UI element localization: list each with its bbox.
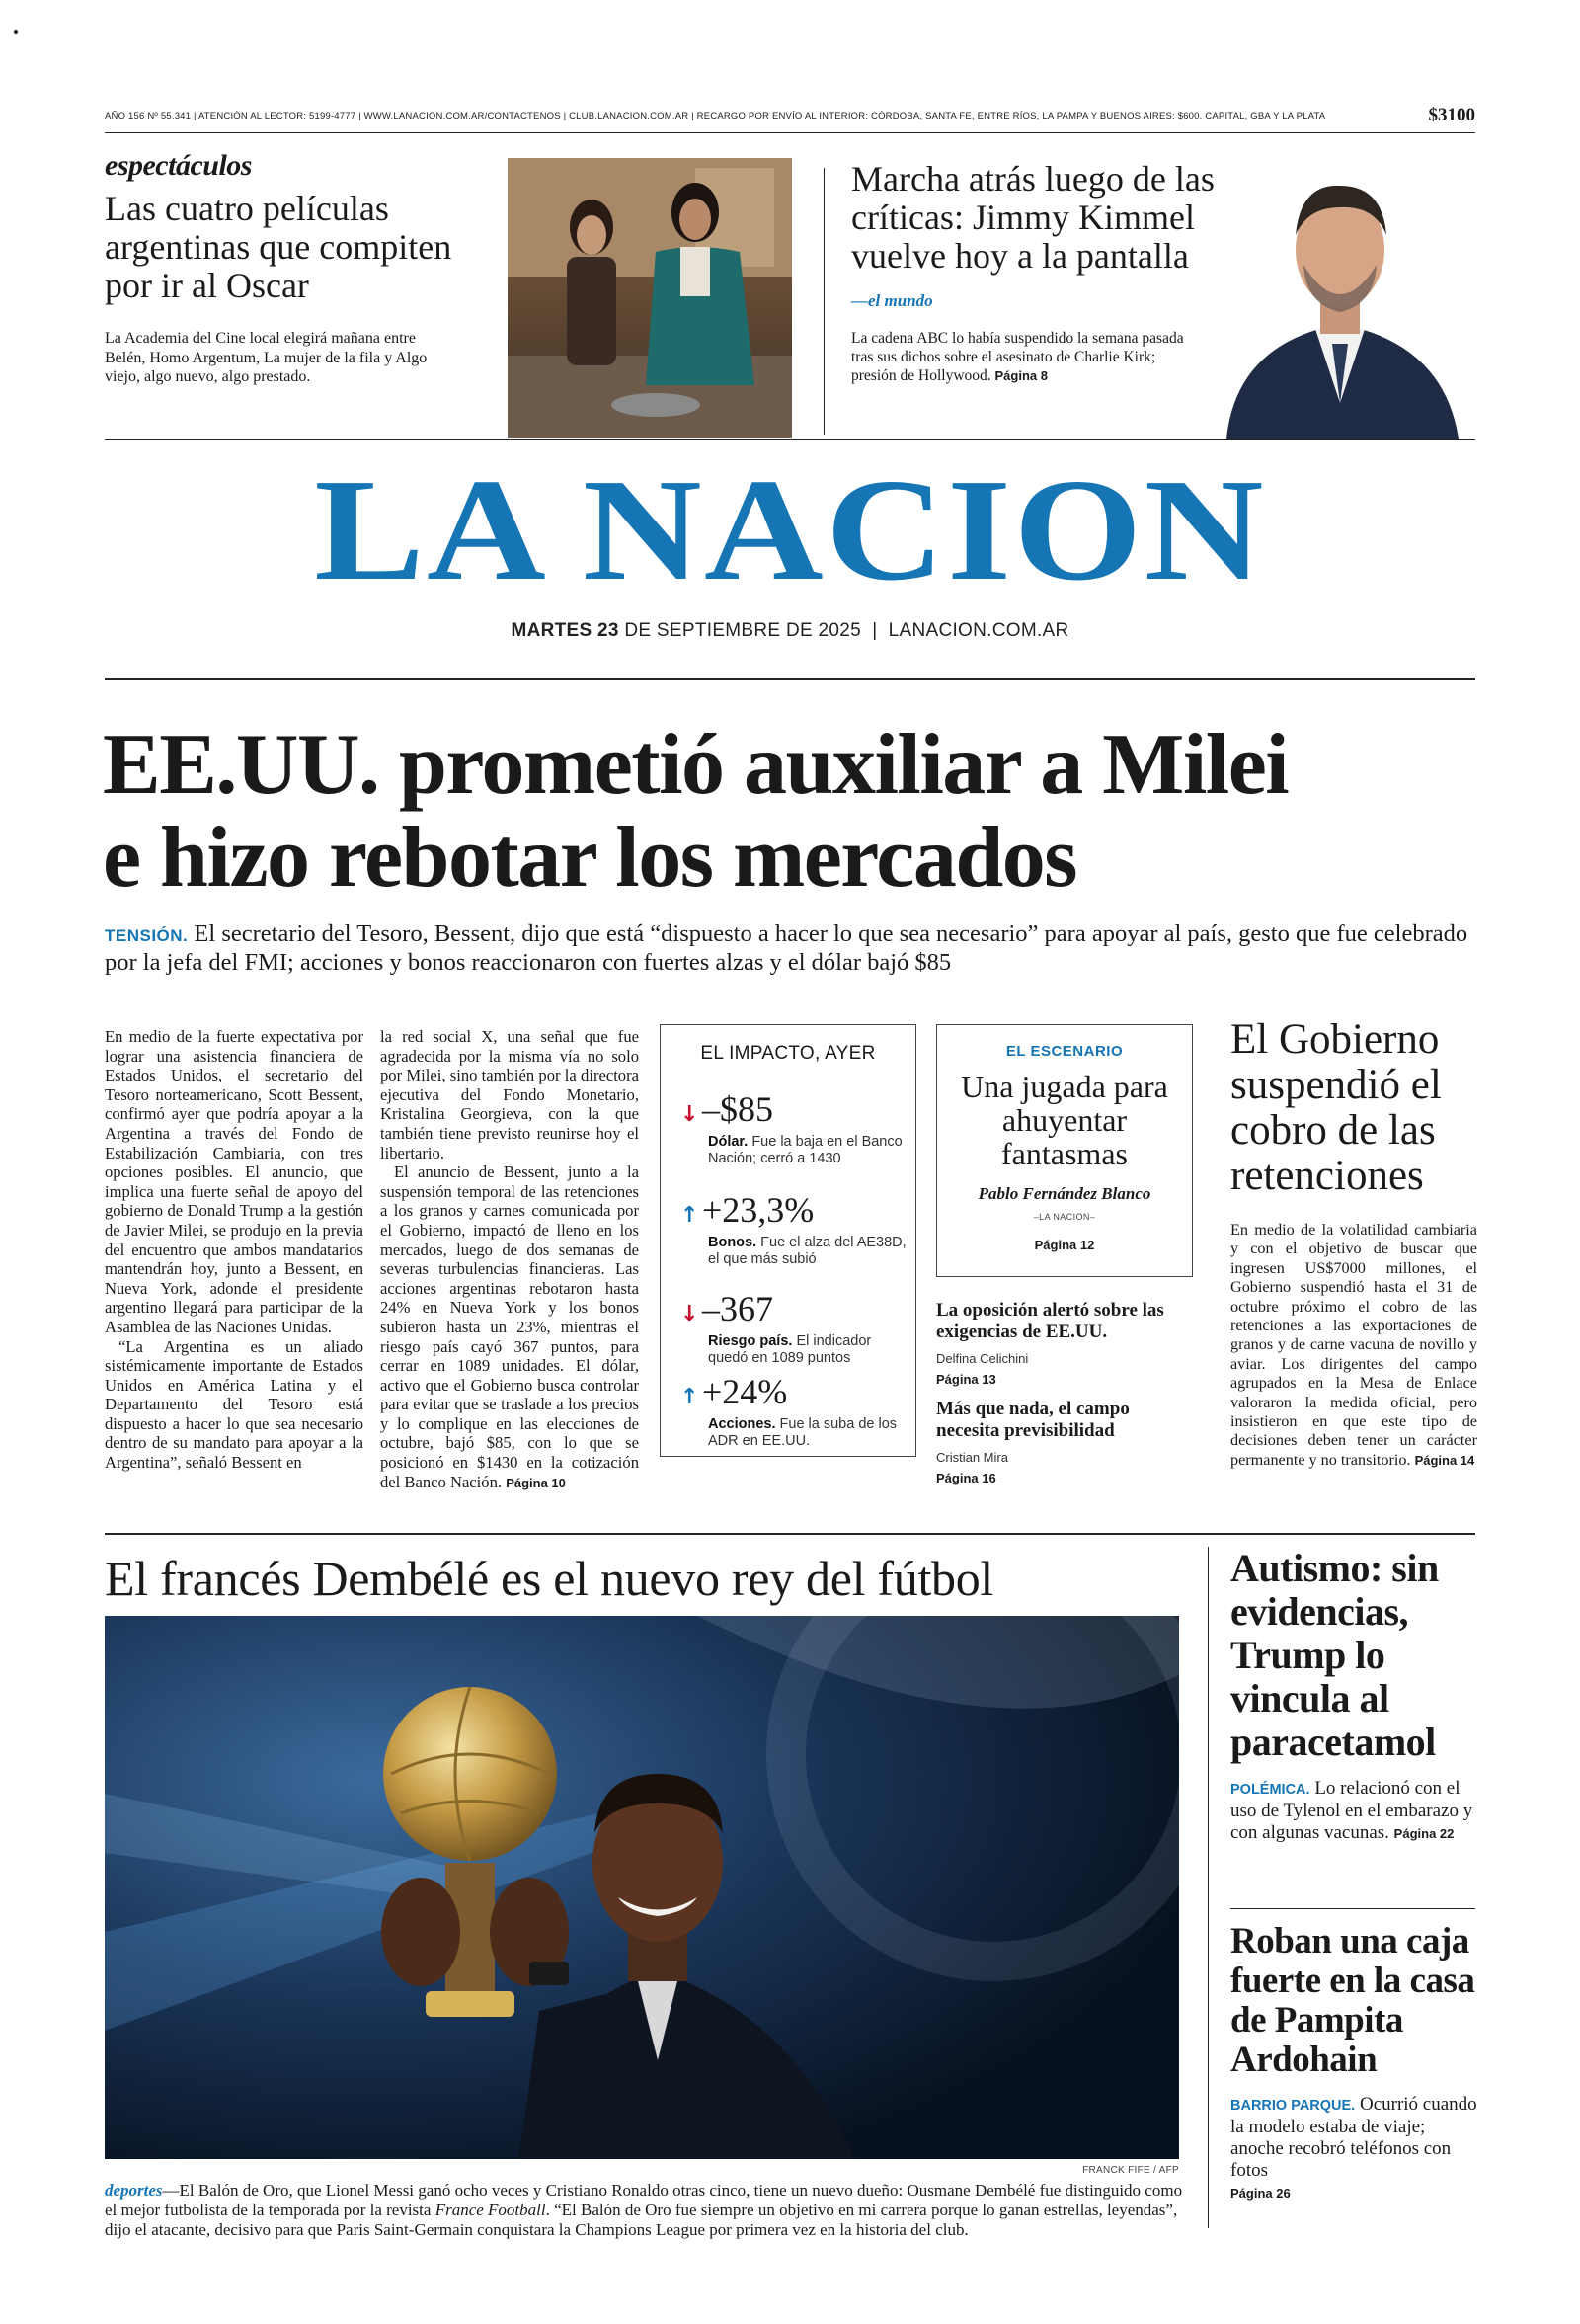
edition-info-bar: AÑO 156 Nº 55.341 | ATENCIÓN AL LECTOR: 5199-4777 | WWW.LANACION.COM.AR/CONTACTENOS | CLUB.LANACION.COM.AR | RECARGO POR ENVÍO AL INTERIOR: CÓRDOBA, SANTA FE, ENTRE RÍOS, LA PAMPA Y BUENOS AIRES: $600. CAPITAL, GBA Y LA PLATA bbox=[105, 111, 1326, 121]
section-rule bbox=[105, 1533, 1475, 1535]
autismo-body: Lo relacionó con el uso de Tylenol en el embarazo y con algunas vacunas. bbox=[1230, 1778, 1473, 1843]
kimmel-illustration bbox=[1217, 156, 1463, 439]
corner-mark bbox=[14, 30, 18, 34]
dembele-illustration bbox=[105, 1616, 1179, 2159]
lead-summary-text: El secretario del Tesoro, Bessent, dijo que está “dispuesto a hacer lo que sea necesario” para apoyar al país, gesto que fue celebrado por la jefa del FMI; acciones y bonos reaccionaron con fuertes alzas y el dólar bajó $85 bbox=[105, 921, 1468, 976]
retenciones-headline[interactable]: El Gobierno suspendió el cobro de las retenciones bbox=[1230, 1016, 1442, 1199]
caption-text-b: . “El Balón de Oro fue siempre un objetivo en mi carrera porque lo ganan estrellas, leyendas”, dijo el atacante, decisivo para que Paris Saint-Germain conquistara la Champions League por primera vez en la historia del club. bbox=[105, 2201, 1178, 2239]
page-reference[interactable]: Página 10 bbox=[506, 1475, 566, 1490]
pampita-body-wrap bbox=[1230, 2094, 1477, 2182]
side-story-oposicion[interactable] bbox=[936, 1300, 1195, 1387]
page-reference[interactable]: Página 14 bbox=[1414, 1452, 1475, 1468]
date-separator: | bbox=[872, 620, 878, 641]
film-scene-illustration bbox=[508, 158, 792, 438]
section-label: —el mundo bbox=[851, 291, 933, 310]
autismo-story[interactable] bbox=[1230, 1547, 1477, 1845]
lead-summary bbox=[105, 921, 1477, 976]
pampita-kicker: BARRIO PARQUE. bbox=[1230, 2098, 1356, 2114]
date-day: MARTES 23 bbox=[511, 620, 619, 641]
autismo-body-wrap bbox=[1230, 1778, 1477, 1845]
date-rest: DE SEPTIEMBRE DE 2025 bbox=[618, 620, 862, 641]
lead-body-col1 bbox=[105, 1027, 363, 1473]
impact-value: +24% bbox=[702, 1372, 788, 1411]
kimmel-photo bbox=[1217, 156, 1463, 439]
impact-label: Acciones. bbox=[708, 1416, 776, 1432]
impact-item-acciones bbox=[680, 1373, 908, 1450]
top-rule bbox=[105, 132, 1475, 133]
page-reference[interactable]: Página 13 bbox=[936, 1372, 996, 1387]
right-column-divider bbox=[1208, 1547, 1209, 2228]
teaser-kimmel[interactable] bbox=[851, 160, 1246, 385]
dembele-caption bbox=[105, 2181, 1183, 2240]
dembele-photo bbox=[105, 1616, 1179, 2159]
arrow-down-icon: ↓ bbox=[680, 1102, 699, 1127]
page-reference[interactable]: Página 22 bbox=[1393, 1826, 1455, 1841]
impact-value: +23,3% bbox=[702, 1190, 815, 1230]
masthead-dateline bbox=[296, 620, 1284, 642]
pampita-headline[interactable]: Roban una caja fuerte en la casa de Pampita Ardohain bbox=[1230, 1921, 1475, 2080]
lead-paragraph-1: En medio de la fuerte expectativa por lograr una asistencia financiera de Estados Unidos, el secretario del Tesoro norteamericano, Scott Bessent, confirmó ayer que podría apoyar a la Argentina a través del Fondo de Estabilización Cambiaria, con tres opciones posibles. El anuncio, que implica una fuerte señal de apoyo del gobierno de Donald Trump a la gestión de Javier Milei, se produjo en la previa del encuentro que ambos mandatarios mantendrán hoy, junto a Bessent, en Nueva York, adonde el presidente argentino llegará para participar de la Asamblea de las Naciones Unidas. bbox=[105, 1027, 363, 1336]
impact-desc: Fue la suba de los ADR en EE.UU. bbox=[708, 1416, 898, 1449]
lead-headline-line1: EE.UU. prometió auxiliar a Milei bbox=[103, 717, 1289, 813]
side-story-campo[interactable] bbox=[936, 1399, 1195, 1485]
impact-desc: Fue el alza del AE38D, el que más subió bbox=[708, 1235, 907, 1267]
impact-item-bonos bbox=[680, 1191, 908, 1268]
retenciones-body-wrap bbox=[1230, 1221, 1477, 1470]
escenario-kicker: EL ESCENARIO bbox=[1005, 1043, 1124, 1060]
dembele-headline[interactable]: El francés Dembélé es el nuevo rey del fútbol bbox=[105, 1551, 994, 1606]
lead-headline[interactable] bbox=[103, 719, 1485, 905]
teaser-headline[interactable]: Marcha atrás luego de las críticas: Jimmy Kimmel vuelve hoy a la pantalla bbox=[851, 159, 1215, 276]
arrow-up-icon: ↑ bbox=[680, 1385, 699, 1409]
page-reference[interactable]: Página 12 bbox=[1034, 1238, 1095, 1252]
impact-label: Dólar. bbox=[708, 1134, 749, 1150]
teaser-dek: La cadena ABC lo había suspendido la semana pasada tras sus dichos sobre el asesinato de Charlie Kirk; presión de Hollywood. bbox=[851, 330, 1184, 384]
retenciones-body: En medio de la volatilidad cambiaria y con el objetivo de buscar que ingresen US$7000 millones, el Gobierno suspendió hasta el 31 de octubre próximo el cobro de las retenciones a las exportaciones de granos y de carne vacuna de novillo y aviar. Los dirigentes del campo agrupados en la Mesa de Enlace valoraron la medida oficial, pero insistieron en que este tipo de decisiones deben tener un carácter permanente y no transitorio. bbox=[1230, 1221, 1477, 1469]
lead-body-col2 bbox=[380, 1027, 639, 1492]
pampita-body: Ocurrió cuando la modelo estaba de viaje; anoche recobró teléfonos con fotos bbox=[1230, 2094, 1477, 2181]
escenario-author: Pablo Fernández Blanco bbox=[978, 1184, 1151, 1203]
retenciones-story[interactable] bbox=[1230, 1017, 1477, 1470]
film-scene-photo bbox=[508, 158, 792, 438]
page-reference[interactable]: Página 26 bbox=[1230, 2186, 1291, 2201]
caption-text-a: —El Balón de Oro, que Lionel Messi ganó ocho veces y Cristiano Ronaldo otras cinco, tiene un nuevo dueño: Ousmane Dembélé fue distinguido como el mejor futbolista de la temporada por la revista bbox=[105, 2181, 1183, 2219]
impact-value: –367 bbox=[702, 1289, 773, 1328]
masthead-rule bbox=[105, 678, 1475, 680]
impact-label: Bonos. bbox=[708, 1235, 757, 1250]
page-reference[interactable]: Página 8 bbox=[994, 368, 1048, 383]
page-reference[interactable]: Página 16 bbox=[936, 1471, 996, 1485]
lead-paragraph-4: El anuncio de Bessent, junto a la suspensión temporal de las retenciones a los granos y carnes comunicada por el Gobierno, impactó de lleno en los mercados, luego de dos semanas de severas turbulencias financieras. Las acciones argentinas rebotaron hasta 24% en Nueva York y los bonos subieron hasta un 23%, mientras el riesgo país cayó 367 puntos, para cerrar en 1089 unidades. El dólar, activo que el Gobierno busca controlar para evitar que se traslade a los precios y lo complique en las elecciones de octubre, bajó $85, con lo que se posicionó en $1430 en la cotización del Banco Nación. bbox=[380, 1162, 639, 1491]
impact-title: EL IMPACTO, AYER bbox=[700, 1043, 876, 1064]
lead-paragraph-3: la red social X, una señal que fue agradecida por la misma vía no solo por Milei, sino también por la directora ejecutiva del Fondo Monetario, Kristalina Georgieva, con la que también tiene previsto reunirse hoy el libertario. bbox=[380, 1027, 639, 1162]
teaser-divider bbox=[824, 168, 825, 435]
side-story-author: Delfina Celichini bbox=[936, 1351, 1029, 1366]
impact-label: Riesgo país. bbox=[708, 1333, 793, 1349]
caption-section: deportes bbox=[105, 2181, 163, 2200]
lead-paragraph-2: “La Argentina es un aliado sistémicamente importante de Estados Unidos en América Latina y el Departamento del Tesoro está dispuesto a hacer lo que sea necesario dentro de su mandato para apoyar a la Argentina”, señaló Bessent en bbox=[105, 1336, 363, 1473]
side-story-headline[interactable]: La oposición alertó sobre las exigencias de EE.UU. bbox=[936, 1300, 1164, 1342]
impact-box bbox=[660, 1024, 916, 1457]
teaser-espectaculos[interactable] bbox=[105, 150, 500, 387]
teaser-dek-wrap bbox=[851, 329, 1197, 385]
teaser-headline[interactable]: Las cuatro películas argentinas que compiten por ir al Oscar bbox=[105, 189, 452, 305]
impact-item-dolar bbox=[680, 1090, 908, 1167]
escenario-affiliation: –LA NACION– bbox=[1033, 1212, 1096, 1222]
lead-headline-line2: e hizo rebotar los mercados bbox=[103, 810, 1077, 906]
impact-desc: El indicador quedó en 1089 puntos bbox=[708, 1333, 872, 1366]
autismo-kicker: POLÉMICA. bbox=[1230, 1782, 1310, 1798]
impact-desc: Fue la baja en el Banco Nación; cerró a 1430 bbox=[708, 1134, 903, 1166]
escenario-title[interactable]: Una jugada para ahuyentar fantasmas bbox=[961, 1069, 1168, 1171]
autismo-headline[interactable]: Autismo: sin evidencias, Trump lo vincula al paracetamol bbox=[1230, 1546, 1439, 1764]
right-column-rule bbox=[1230, 1908, 1475, 1909]
arrow-down-icon: ↓ bbox=[680, 1302, 699, 1326]
lead-kicker: TENSIÓN. bbox=[105, 926, 189, 945]
caption-magazine: France Football bbox=[434, 2201, 546, 2219]
escenario-box[interactable] bbox=[936, 1024, 1193, 1277]
teaser-dek: La Academia del Cine local elegirá mañana entre Belén, Homo Argentum, La mujer de la fila y Algo viejo, algo nuevo, algo prestado. bbox=[105, 330, 428, 385]
impact-value: –$85 bbox=[702, 1089, 773, 1129]
side-story-author: Cristian Mira bbox=[936, 1450, 1008, 1465]
photo-credit: FRANCK FIFE / AFP bbox=[1082, 2165, 1179, 2176]
cover-price: $3100 bbox=[1428, 105, 1475, 125]
site-url[interactable]: LANACION.COM.AR bbox=[888, 620, 1069, 641]
section-label: espectáculos bbox=[105, 149, 252, 182]
pampita-story[interactable] bbox=[1230, 1922, 1477, 2201]
arrow-up-icon: ↑ bbox=[680, 1203, 699, 1228]
masthead-logo[interactable]: LA NACION bbox=[314, 449, 1266, 611]
teaser-bottom-rule bbox=[105, 439, 1475, 440]
impact-item-riesgo bbox=[680, 1290, 908, 1367]
lead-paragraph-4-wrap bbox=[380, 1162, 639, 1492]
side-story-headline[interactable]: Más que nada, el campo necesita previsibilidad bbox=[936, 1399, 1130, 1441]
